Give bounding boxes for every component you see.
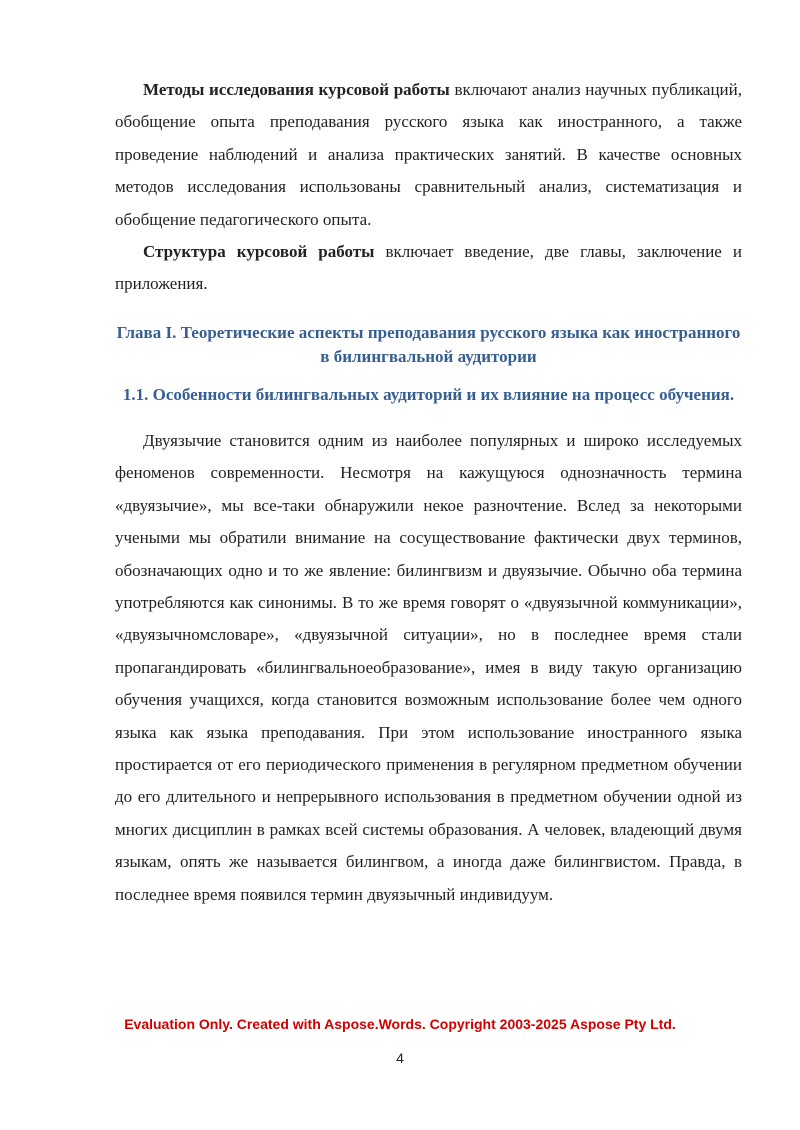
paragraph-text: Двуязычие становится одним из наиболее популярных и широко исследуемых феноменов современности. Несмотря на кажущуюся однозначность термина «двуязычие», мы все-таки обнаружили некое разночтение. Вслед за некоторыми учеными мы обратили внимание на сосуществование фактически двух терминов, обозначающих одно и то же явление: билингвизм и двуязычие. Обычно оба термина употребляются как синонимы. В то же время говорят о «двуязычной коммуникации», «двуязычномсловаре», «двуязычной ситуации», но в последнее время стали пропагандировать «билингвальноеобразование», имея в виду такую организацию обучения учащихся, когда становится возможным использование более чем одного языка как языка преподавания. При этом использование иностранного языка простирается от его периодического применения в регулярном предметном обучении до его длительного и непрерывного использования в предметном обучении одной из многих дисциплин в рамках всей системы образования. А человек, владеющий двумя языкам, опять же называется билингвом, а иногда даже билингвистом. Правда, в последнее время появился термин двуязычный индивидуум. [115, 431, 742, 904]
page-number: 4 [396, 1050, 404, 1066]
paragraph [115, 74, 742, 236]
structure-paragraph [115, 236, 742, 301]
paragraph-text: включают анализ научных публикаций, обобщение опыта преподавания русского языка как иностранного, а также проведение наблюдений и анализа практических занятий. В качестве основных методов исследования использованы сравнительный анализ, систематизация и обобщение педагогического опыта. [115, 80, 742, 229]
section-heading: 1.1. Особенности билингвальных аудиторий и их влияние на процесс обучения. [122, 385, 735, 404]
evaluation-watermark: Evaluation Only. Created with Aspose.Words. Copyright 2003-2025 Aspose Pty Ltd. [124, 1016, 676, 1032]
paragraph [115, 236, 742, 301]
bold-lead: Структура курсовой работы [143, 242, 375, 261]
chapter-heading: Глава I. Теоретические аспекты преподавания русского языка как иностранного в билингвальной аудитории [116, 323, 741, 366]
methods-paragraph [115, 74, 742, 236]
bilingualism-paragraph [115, 425, 742, 911]
paragraph-text: включает введение, две главы, заключение и приложения. [115, 242, 742, 294]
bold-lead: Методы исследования курсовой работы [143, 80, 450, 99]
